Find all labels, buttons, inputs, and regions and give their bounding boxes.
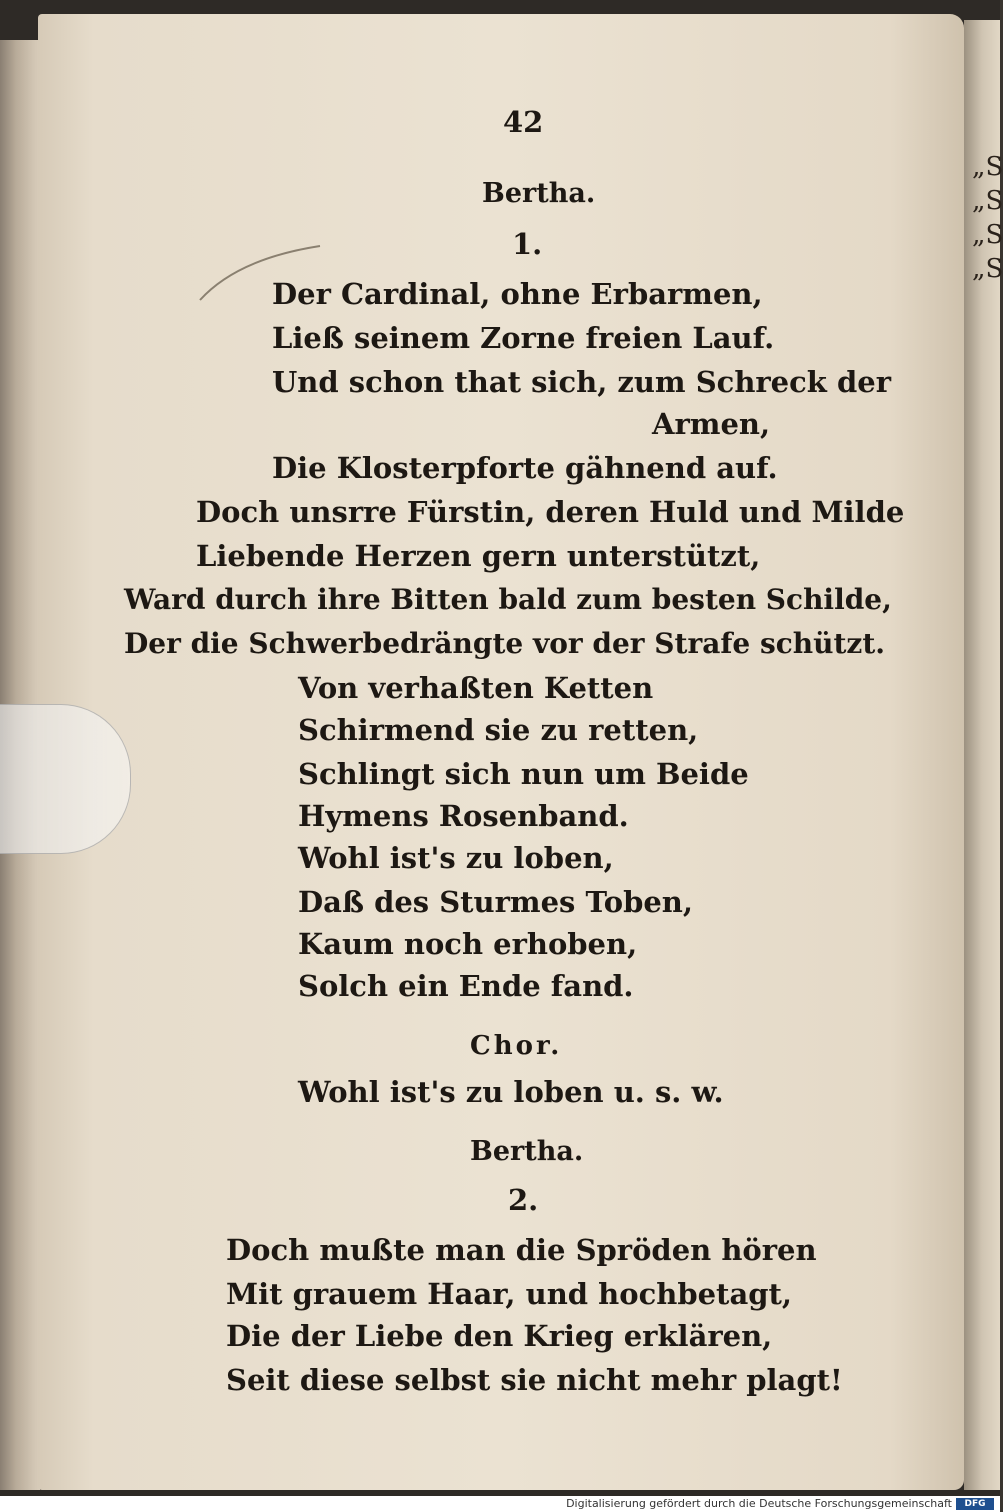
fragment-line: „S — [972, 186, 1003, 216]
verse-line: Kaum noch erhoben, — [298, 927, 638, 961]
verse-line: Die Klosterpforte gähnend auf. — [272, 451, 778, 485]
chorus-line: Wohl ist's zu loben u. s. w. — [298, 1075, 724, 1109]
fragment-line: „S — [972, 220, 1003, 250]
verse-line: Daß des Sturmes Toben, — [298, 885, 693, 919]
speaker-name: Bertha. — [482, 178, 596, 209]
page-clip — [0, 704, 131, 854]
page-number: 42 — [503, 105, 544, 139]
verse-line: Mit grauem Haar, und hochbetagt, — [226, 1277, 793, 1311]
stanza-number: 2. — [508, 1183, 539, 1217]
verse-line: Und schon that sich, zum Schreck der — [272, 365, 891, 399]
verse-line: Ward durch ihre Bitten bald zum besten Schilde, — [124, 583, 892, 616]
verse-line: Von verhaßten Ketten — [298, 671, 654, 705]
verse-line: Liebende Herzen gern unterstützt, — [196, 539, 761, 573]
stanza-number: 1. — [512, 227, 543, 261]
verse-line: Seit diese selbst sie nicht mehr plagt! — [226, 1363, 843, 1397]
fragment-line: „S — [972, 254, 1003, 284]
fragment-line: „S — [972, 152, 1003, 182]
book-page — [38, 14, 964, 1490]
verse-line: Doch unsrre Fürstin, deren Huld und Milde — [196, 495, 905, 529]
dfg-logo: DFG — [956, 1498, 994, 1510]
verse-line: Armen, — [652, 407, 771, 441]
verse-line: Die der Liebe den Krieg erklären, — [226, 1319, 773, 1353]
speaker-name: Bertha. — [470, 1136, 584, 1167]
verse-line: Solch ein Ende fand. — [298, 969, 634, 1003]
chorus-label: Chor. — [470, 1031, 563, 1061]
facing-page-fragment — [972, 150, 1003, 286]
verse-line: Doch mußte man die Spröden hören — [226, 1233, 817, 1267]
verse-line: Schirmend sie zu retten, — [298, 713, 699, 747]
funding-credit: Digitalisierung gefördert durch die Deutsche Forschungsgemeinschaft — [566, 1497, 952, 1510]
verse-line: Der Cardinal, ohne Erbarmen, — [272, 277, 763, 311]
verse-line: Wohl ist's zu loben, — [298, 841, 614, 875]
verse-line: Hymens Rosenband. — [298, 799, 629, 833]
verse-line: Schlingt sich nun um Beide — [298, 757, 749, 791]
verse-line: Ließ seinem Zorne freien Lauf. — [272, 321, 775, 355]
verse-line: Der die Schwerbedrängte vor der Strafe schützt. — [124, 627, 886, 660]
